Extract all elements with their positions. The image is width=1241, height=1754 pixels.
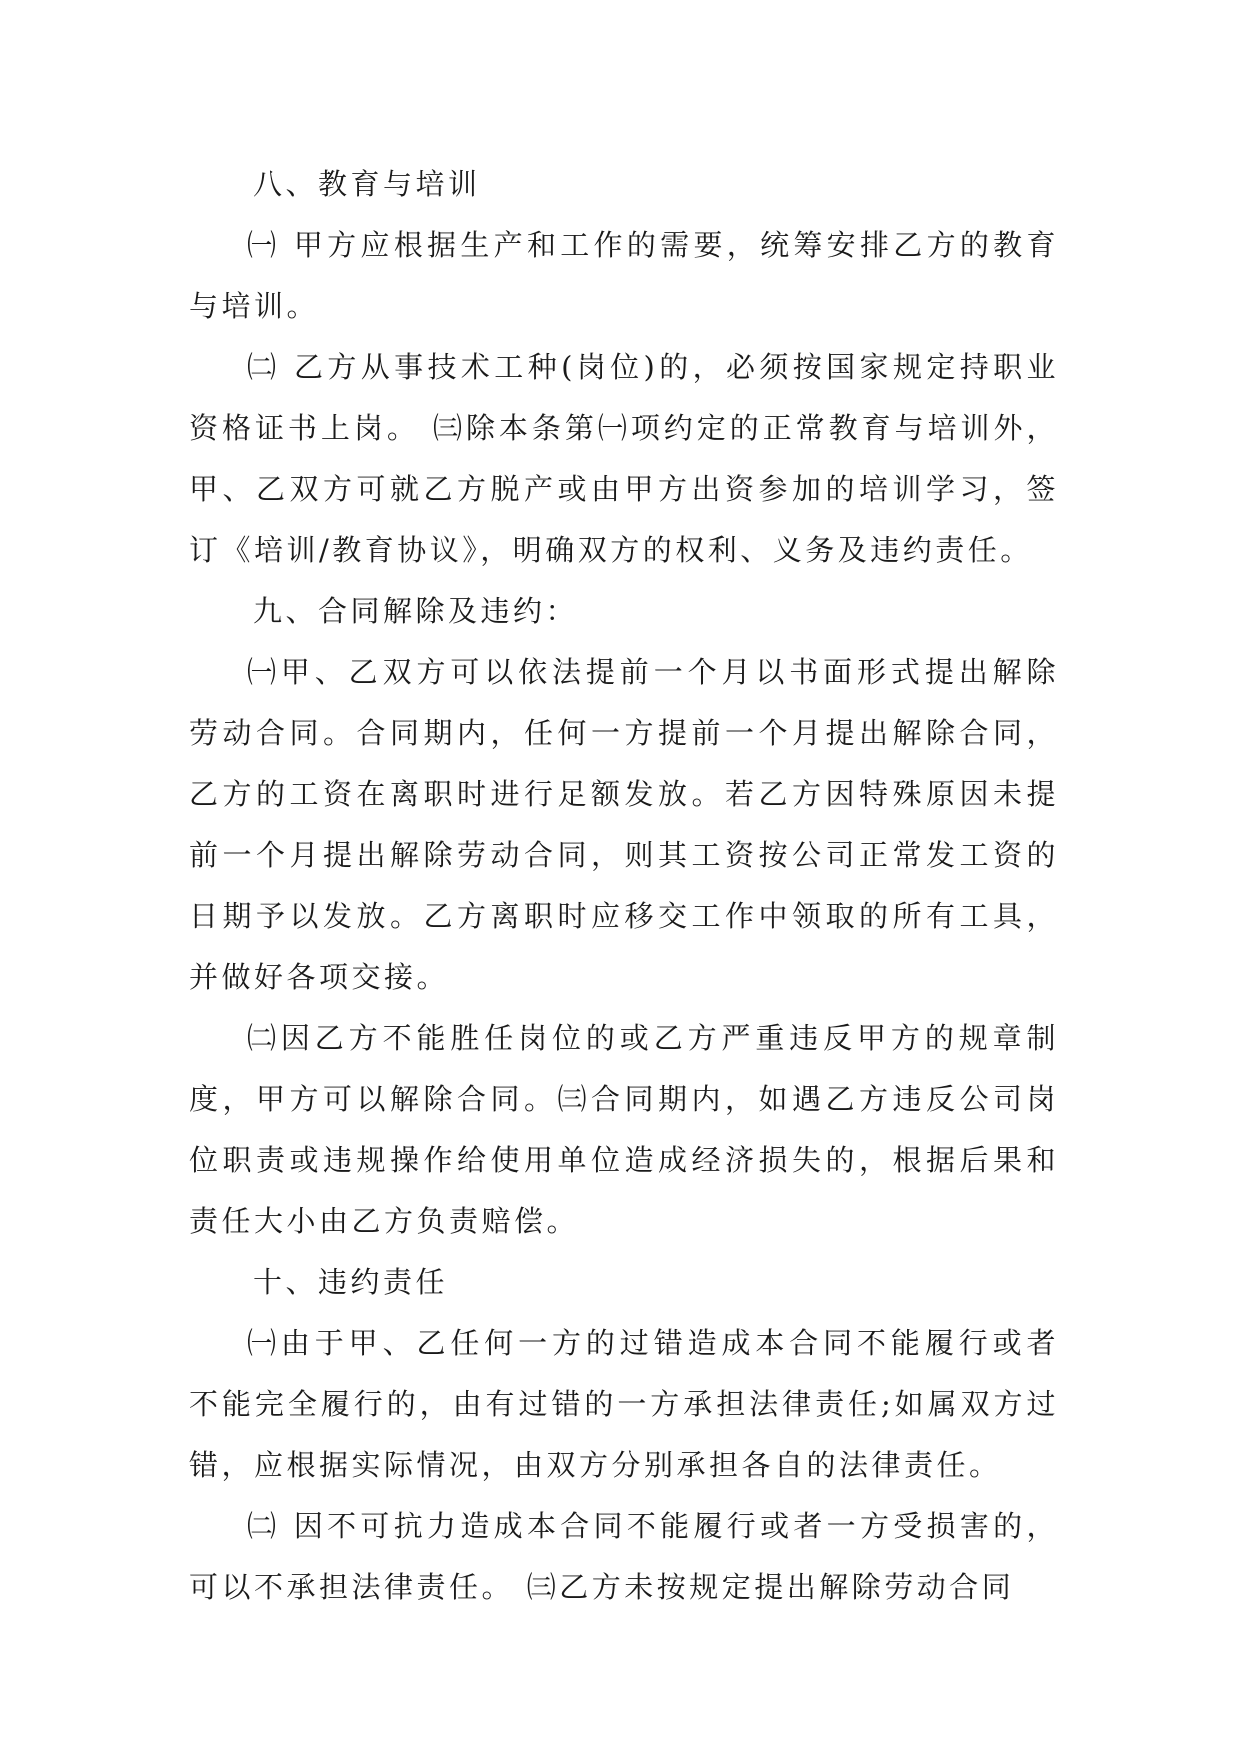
section-10-paragraph-2: ㈡ 因不可抗力造成本合同不能履行或者一方受损害的，可以不承担法律责任。 ㈢乙方未按规定提出解除劳动合同: [189, 1509, 1059, 1604]
section-9-paragraph-1: ㈠甲、乙双方可以依法提前一个月以书面形式提出解除劳动合同。合同期内，任何一方提前一个月提出解除合同，乙方的工资在离职时进行足额发放。若乙方因特殊原因未提前一个月提出解除劳动合同，则其工资按公司正常发工资的日期予以发放。乙方离职时应移交工作中领取的所有工具，并做好各项交接。: [189, 655, 1059, 994]
section-10-paragraph-1: ㈠由于甲、乙任何一方的过错造成本合同不能履行或者不能完全履行的，由有过错的一方承担法律责任;如属双方过错，应根据实际情况，由双方分别承担各自的法律责任。: [189, 1326, 1059, 1482]
document-body: [189, 154, 1059, 1618]
section-9-paragraph-2: ㈡因乙方不能胜任岗位的或乙方严重违反甲方的规章制度，甲方可以解除合同。㈢合同期内，如遇乙方违反公司岗位职责或违规操作给使用单位造成经济损失的，根据后果和责任大小由乙方负责赔偿。: [189, 1021, 1059, 1238]
section-10-heading: 十、违约责任: [253, 1265, 449, 1299]
section-8-heading: 八、教育与培训: [253, 167, 481, 201]
section-8-paragraph-2: ㈡ 乙方从事技术工种(岗位)的，必须按国家规定持职业资格证书上岗。 ㈢除本条第㈠项约定的正常教育与培训外，甲、乙双方可就乙方脱产或由甲方出资参加的培训学习，签订《培训/教育协议》，明确双方的权利、义务及违约责任。: [189, 350, 1059, 567]
section-9-heading: 九、合同解除及违约：: [253, 594, 579, 628]
section-8-paragraph-1: ㈠ 甲方应根据生产和工作的需要，统筹安排乙方的教育与培训。: [189, 228, 1059, 323]
